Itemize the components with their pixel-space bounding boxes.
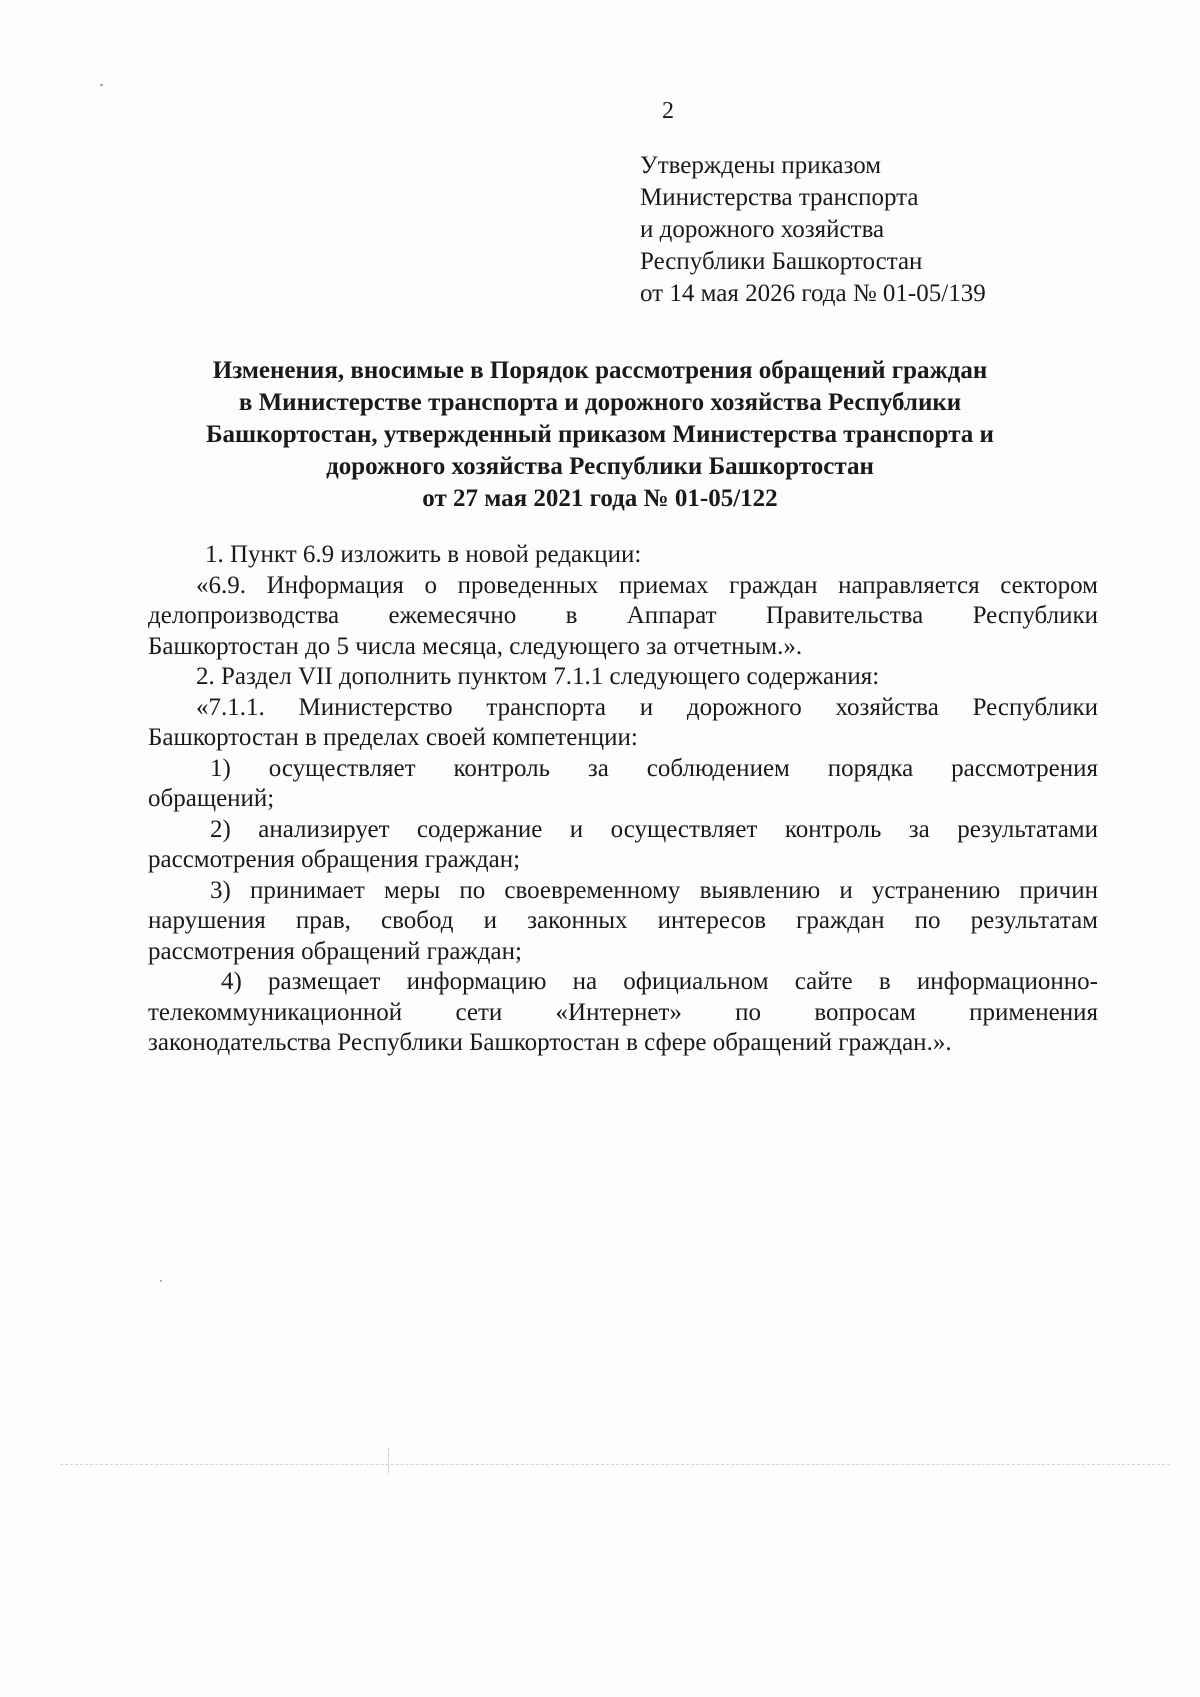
approval-line: от 14 мая 2026 года № 01-05/139 — [640, 280, 986, 307]
paragraph-1-quote: «6.9. Информация о проведенных приемах граждан направляется сектором — [196, 571, 1098, 599]
list-item-2: 2) анализирует содержание и осуществляет контроль за результатами — [210, 815, 1098, 843]
paragraph-1-quote: Башкортостан до 5 числа месяца, следующего за отчетным.». — [148, 632, 803, 660]
list-item-4: телекоммуникационной сети «Интернет» по вопросам применения — [148, 998, 1098, 1026]
scan-artifact-line — [60, 1464, 1170, 1465]
page-number: 2 — [662, 98, 674, 124]
approval-line: Республики Башкортостан — [640, 248, 923, 275]
paragraph-1: 1. Пункт 6.9 изложить в новой редакции: — [205, 541, 642, 568]
approval-line: и дорожного хозяйства — [640, 216, 885, 243]
list-item-1: 1) осуществляет контроль за соблюдением порядка рассмотрения — [210, 754, 1098, 782]
list-item-3: 3) принимает меры по своевременному выявлению и устранению причин — [210, 876, 1098, 904]
paragraph-2-quote: Башкортостан в пределах своей компетенции: — [148, 724, 638, 751]
document-title — [150, 355, 1050, 515]
title-line: Изменения, вносимые в Порядок рассмотрения обращений граждан — [212, 357, 988, 384]
title-line: дорожного хозяйства Республики Башкортостан — [326, 453, 874, 480]
approval-block — [640, 150, 986, 310]
title-line: в Министерстве транспорта и дорожного хозяйства Республики — [238, 389, 962, 416]
paragraph-2: 2. Раздел VII дополнить пунктом 7.1.1 следующего содержания: — [196, 663, 880, 690]
document-body — [148, 540, 1098, 1059]
approval-line: Утверждены приказом — [640, 152, 882, 179]
title-line: от 27 мая 2021 года № 01-05/122 — [422, 485, 778, 512]
scan-speck — [160, 1280, 162, 1282]
paragraph-1-quote: делопроизводства ежемесячно в Аппарат Правительства Республики — [148, 602, 1098, 629]
scan-artifact-mark — [388, 1448, 395, 1474]
list-item-1: обращений; — [148, 785, 275, 812]
paragraph-2-quote: «7.1.1. Министерство транспорта и дорожного хозяйства Республики — [196, 693, 1098, 721]
approval-line: Министерства транспорта — [640, 184, 919, 211]
title-line: Башкортостан, утвержденный приказом Министерства транспорта и — [206, 421, 994, 448]
scan-speck — [100, 84, 103, 86]
list-item-4: 4) размещает информацию на официальном сайте в информационно- — [221, 968, 1098, 995]
list-item-3: рассмотрения обращений граждан; — [148, 937, 522, 965]
list-item-2: рассмотрения обращения граждан; — [148, 846, 521, 873]
list-item-3: нарушения прав, свобод и законных интересов граждан по результатам — [148, 907, 1098, 934]
list-item-4: законодательства Республики Башкортостан в сфере обращений граждан.». — [148, 1029, 952, 1056]
